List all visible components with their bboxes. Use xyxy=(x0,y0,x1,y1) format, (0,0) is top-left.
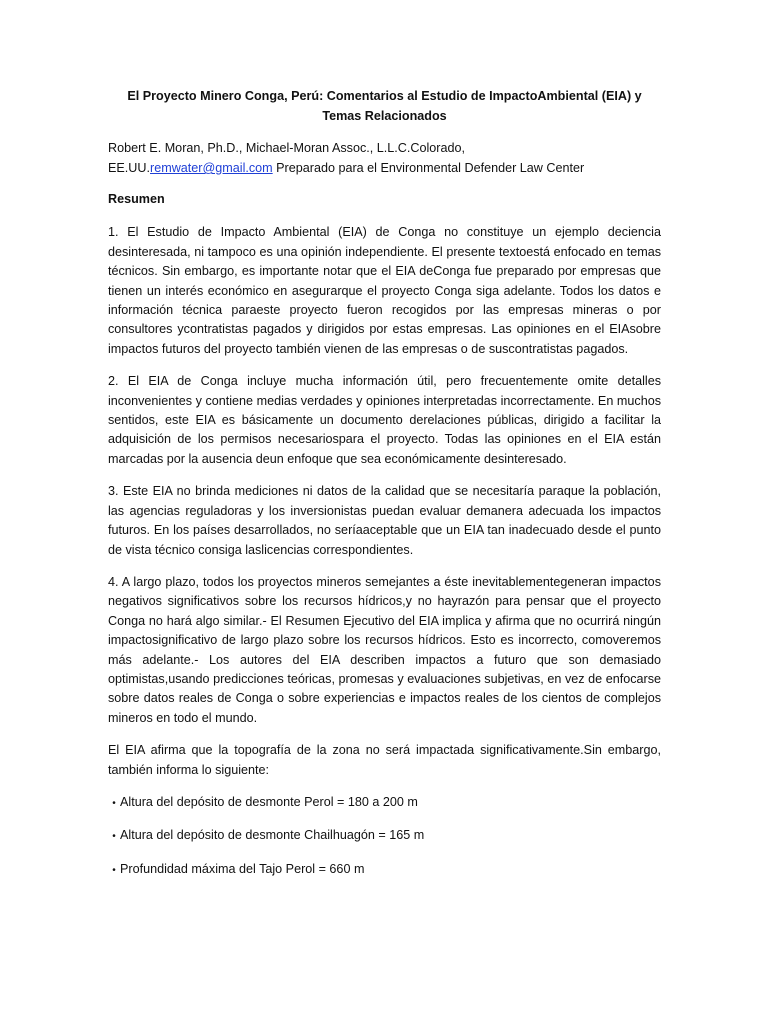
prepared-for-text: Preparado para el Environmental Defender Law Center xyxy=(272,161,585,175)
paragraph-2: 2. El EIA de Conga incluye mucha información útil, pero frecuentemente omite detalles inconvenientes y contiene medias verdades y opiniones interpretadas incorrectamente. En muchos sentidos, este EIA es básicamente un documento derelaciones públicas, dirigido a facilitar la adquisición de los permisos necesariospara el proyecto. Todas las opiniones en el EIA están marcadas por la ausencia deun enfoque que sea económicamente desinteresado. xyxy=(108,374,661,466)
author-line-2 xyxy=(108,158,661,178)
bullet-item xyxy=(108,793,661,813)
bullet-icon: • xyxy=(112,831,116,843)
section-heading: Resumen xyxy=(108,192,165,206)
bullet-text: Altura del depósito de desmonte Chailhuagón = 165 m xyxy=(120,828,425,843)
bullet-list xyxy=(108,793,661,880)
email-link[interactable]: remwater@gmail.com xyxy=(150,161,273,175)
bullet-icon: • xyxy=(112,797,116,809)
document-page xyxy=(108,86,661,893)
author-block xyxy=(108,138,661,178)
country-text: EE.UU. xyxy=(108,161,150,175)
paragraph-3: 3. Este EIA no brinda mediciones ni datos de la calidad que se necesitaría paraque la población, las agencias reguladoras y los inversionistas puedan evaluar demanera adecuada los impactos futuros. En los países desarrollados, no seríaaceptable que un EIA tan inadecuado desde el punto de vista técnico consiga laslicencias correspondientes. xyxy=(108,484,661,557)
paragraph-4: 4. A largo plazo, todos los proyectos mineros semejantes a éste inevitablementegeneran impactos negativos significativos sobre los recursos hídricos,y no hayrazón para pensar que el proyecto Conga no hará algo similar.- El Resumen Ejecutivo del EIA implica y afirma que no ocurrirá ningún impactosignificativo de largo plazo sobre los recursos hídricos. Esto es incorrecto, comoveremos más adelante.- Los autores del EIA describen impactos a futuro que son demasiado optimistas,usando predicciones teóricas, promesas y evaluaciones subjetivas, en vez de enfocarse sobre datos reales de Conga o sobre experiencias e impactos reales de los cientos de complejos mineros en todo el mundo. xyxy=(108,574,661,725)
bullet-icon: • xyxy=(112,864,116,876)
bullet-item xyxy=(108,826,661,846)
author-line-1: Robert E. Moran, Ph.D., Michael-Moran Assoc., L.L.C.Colorado, xyxy=(108,141,465,155)
bullet-text: Altura del depósito de desmonte Perol = 180 a 200 m xyxy=(120,794,418,809)
document-title: El Proyecto Minero Conga, Perú: Comentarios al Estudio de ImpactoAmbiental (EIA) y Temas Relacionados xyxy=(127,89,642,123)
paragraph-5: El EIA afirma que la topografía de la zona no será impactada significativamente.Sin embargo, también informa lo siguiente: xyxy=(108,743,661,777)
bullet-item xyxy=(108,860,661,880)
paragraph-1: 1. El Estudio de Impacto Ambiental (EIA) de Conga no constituye un ejemplo deciencia desinteresada, ni tampoco es una opinión independiente. El presente textoestá enfocado en temas técnicos. Sin embargo, es importante notar que el EIA deConga fue preparado por empresas que tienen un interés económico en asegurarque el proyecto Conga siga adelante. Todos los datos e información técnica paraeste proyecto fueron recogidos por las empresas mineras o por consultores ycontratistas pagados y dirigidos por estas empresas. Las opiniones en el EIAsobre impactos futuros del proyecto también vienen de las empresas o de suscontratistas pagados. xyxy=(108,225,661,356)
bullet-text: Profundidad máxima del Tajo Perol = 660 m xyxy=(120,861,365,876)
